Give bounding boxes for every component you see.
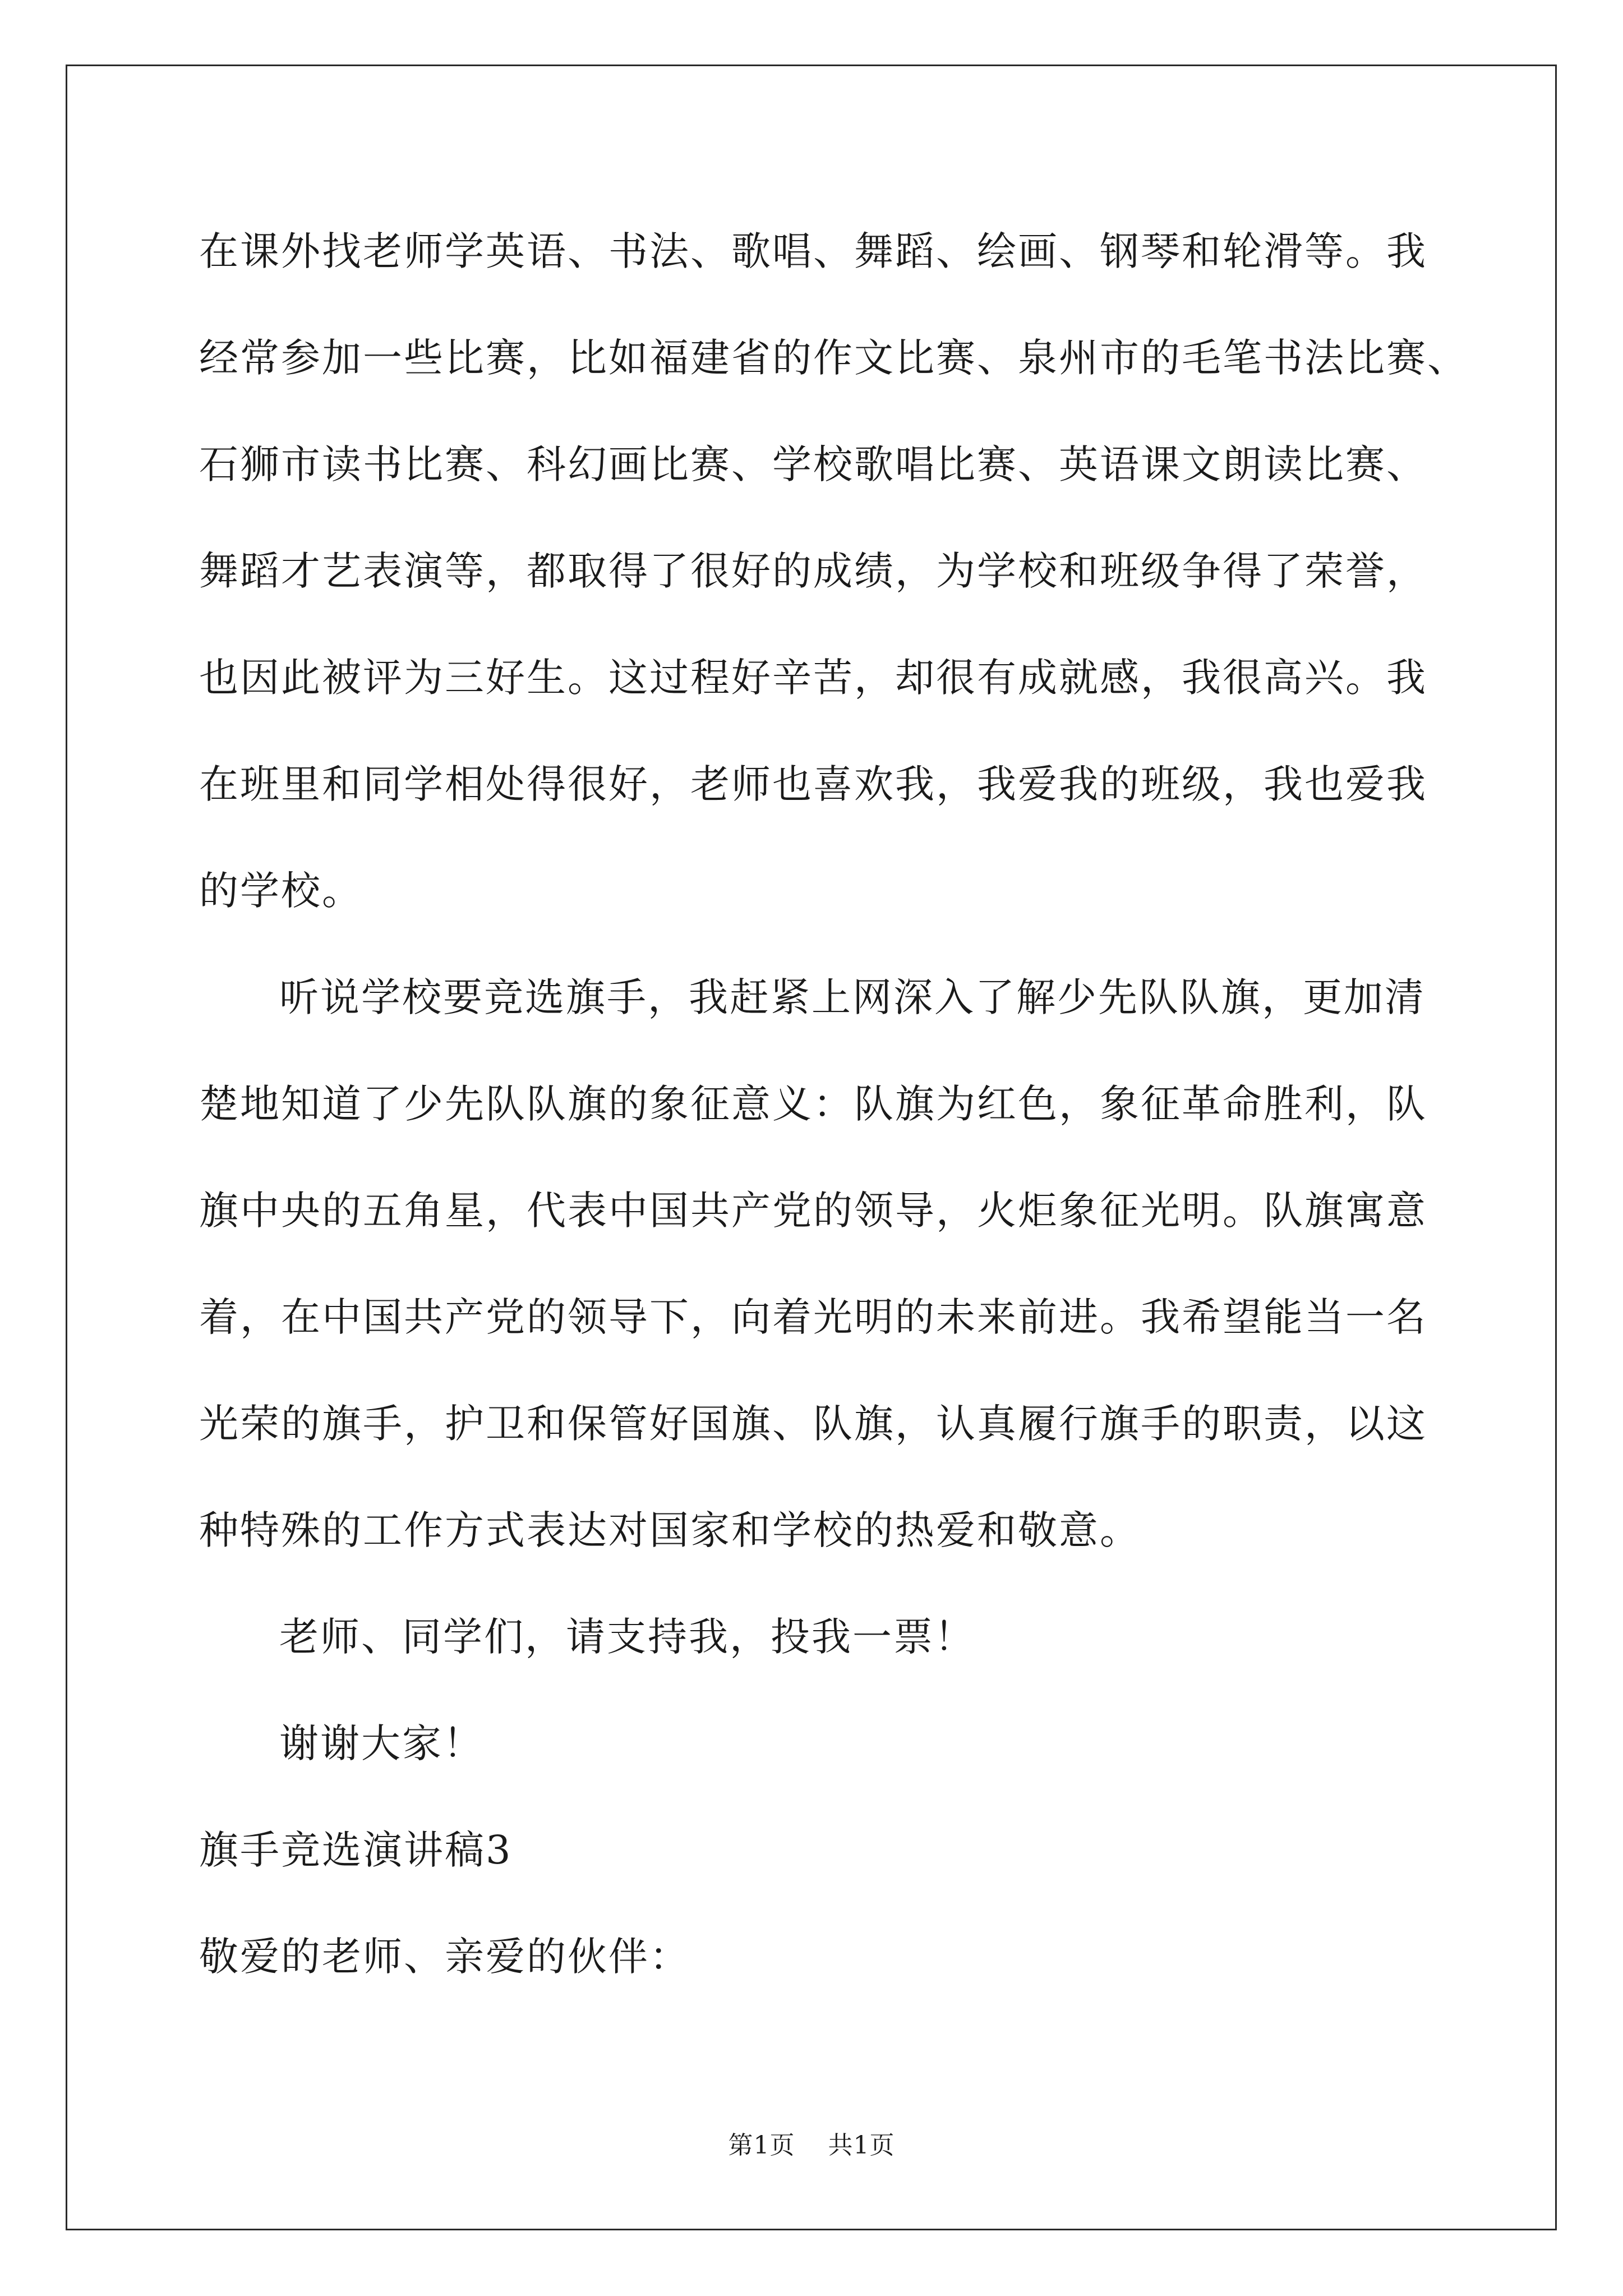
- page-footer: [0, 2129, 1623, 2162]
- body-line: 在课外找老师学英语、书法、歌唱、舞蹈、绘画、钢琴和轮滑等。我: [199, 228, 1427, 274]
- body-line: 在班里和同学相处得很好，老师也喜欢我，我爱我的班级，我也爱我: [199, 761, 1427, 807]
- body-line: 旗中央的五角星，代表中国共产党的领导，火炬象征光明。队旗寓意: [199, 1188, 1427, 1234]
- body-line: 石狮市读书比赛、科幻画比赛、学校歌唱比赛、英语课文朗读比赛、: [199, 441, 1427, 487]
- page-border: [66, 65, 1557, 2230]
- page-total: 共1页: [828, 2131, 895, 2160]
- salutation-line: 敬爱的老师、亲爱的伙伴：: [199, 1934, 690, 1980]
- body-line: 楚地知道了少先队队旗的象征意义：队旗为红色，象征革命胜利，队: [199, 1081, 1427, 1127]
- body-line: 着，在中国共产党的领导下，向着光明的未来前进。我希望能当一名: [199, 1294, 1427, 1340]
- body-line: 谢谢大家！: [279, 1720, 484, 1766]
- body-line: 舞蹈才艺表演等，都取得了很好的成绩，为学校和班级争得了荣誉，: [199, 548, 1427, 594]
- section-heading: 旗手竞选演讲稿3: [199, 1827, 513, 1873]
- body-line: 也因此被评为三好生。这过程好辛苦，却很有成就感，我很高兴。我: [199, 655, 1427, 701]
- body-line: 的学校。: [199, 868, 363, 914]
- body-line: 经常参加一些比赛，比如福建省的作文比赛、泉州市的毛笔书法比赛、: [199, 335, 1468, 381]
- body-line: 老师、同学们，请支持我，投我一票！: [279, 1614, 975, 1660]
- body-line: 听说学校要竞选旗手，我赶紧上网深入了解少先队队旗，更加清: [279, 974, 1426, 1020]
- body-line: 光荣的旗手，护卫和保管好国旗、队旗，认真履行旗手的职责，以这: [199, 1401, 1427, 1447]
- body-line: 种特殊的工作方式表达对国家和学校的热爱和敬意。: [199, 1507, 1141, 1553]
- page-number: 第1页: [728, 2131, 795, 2160]
